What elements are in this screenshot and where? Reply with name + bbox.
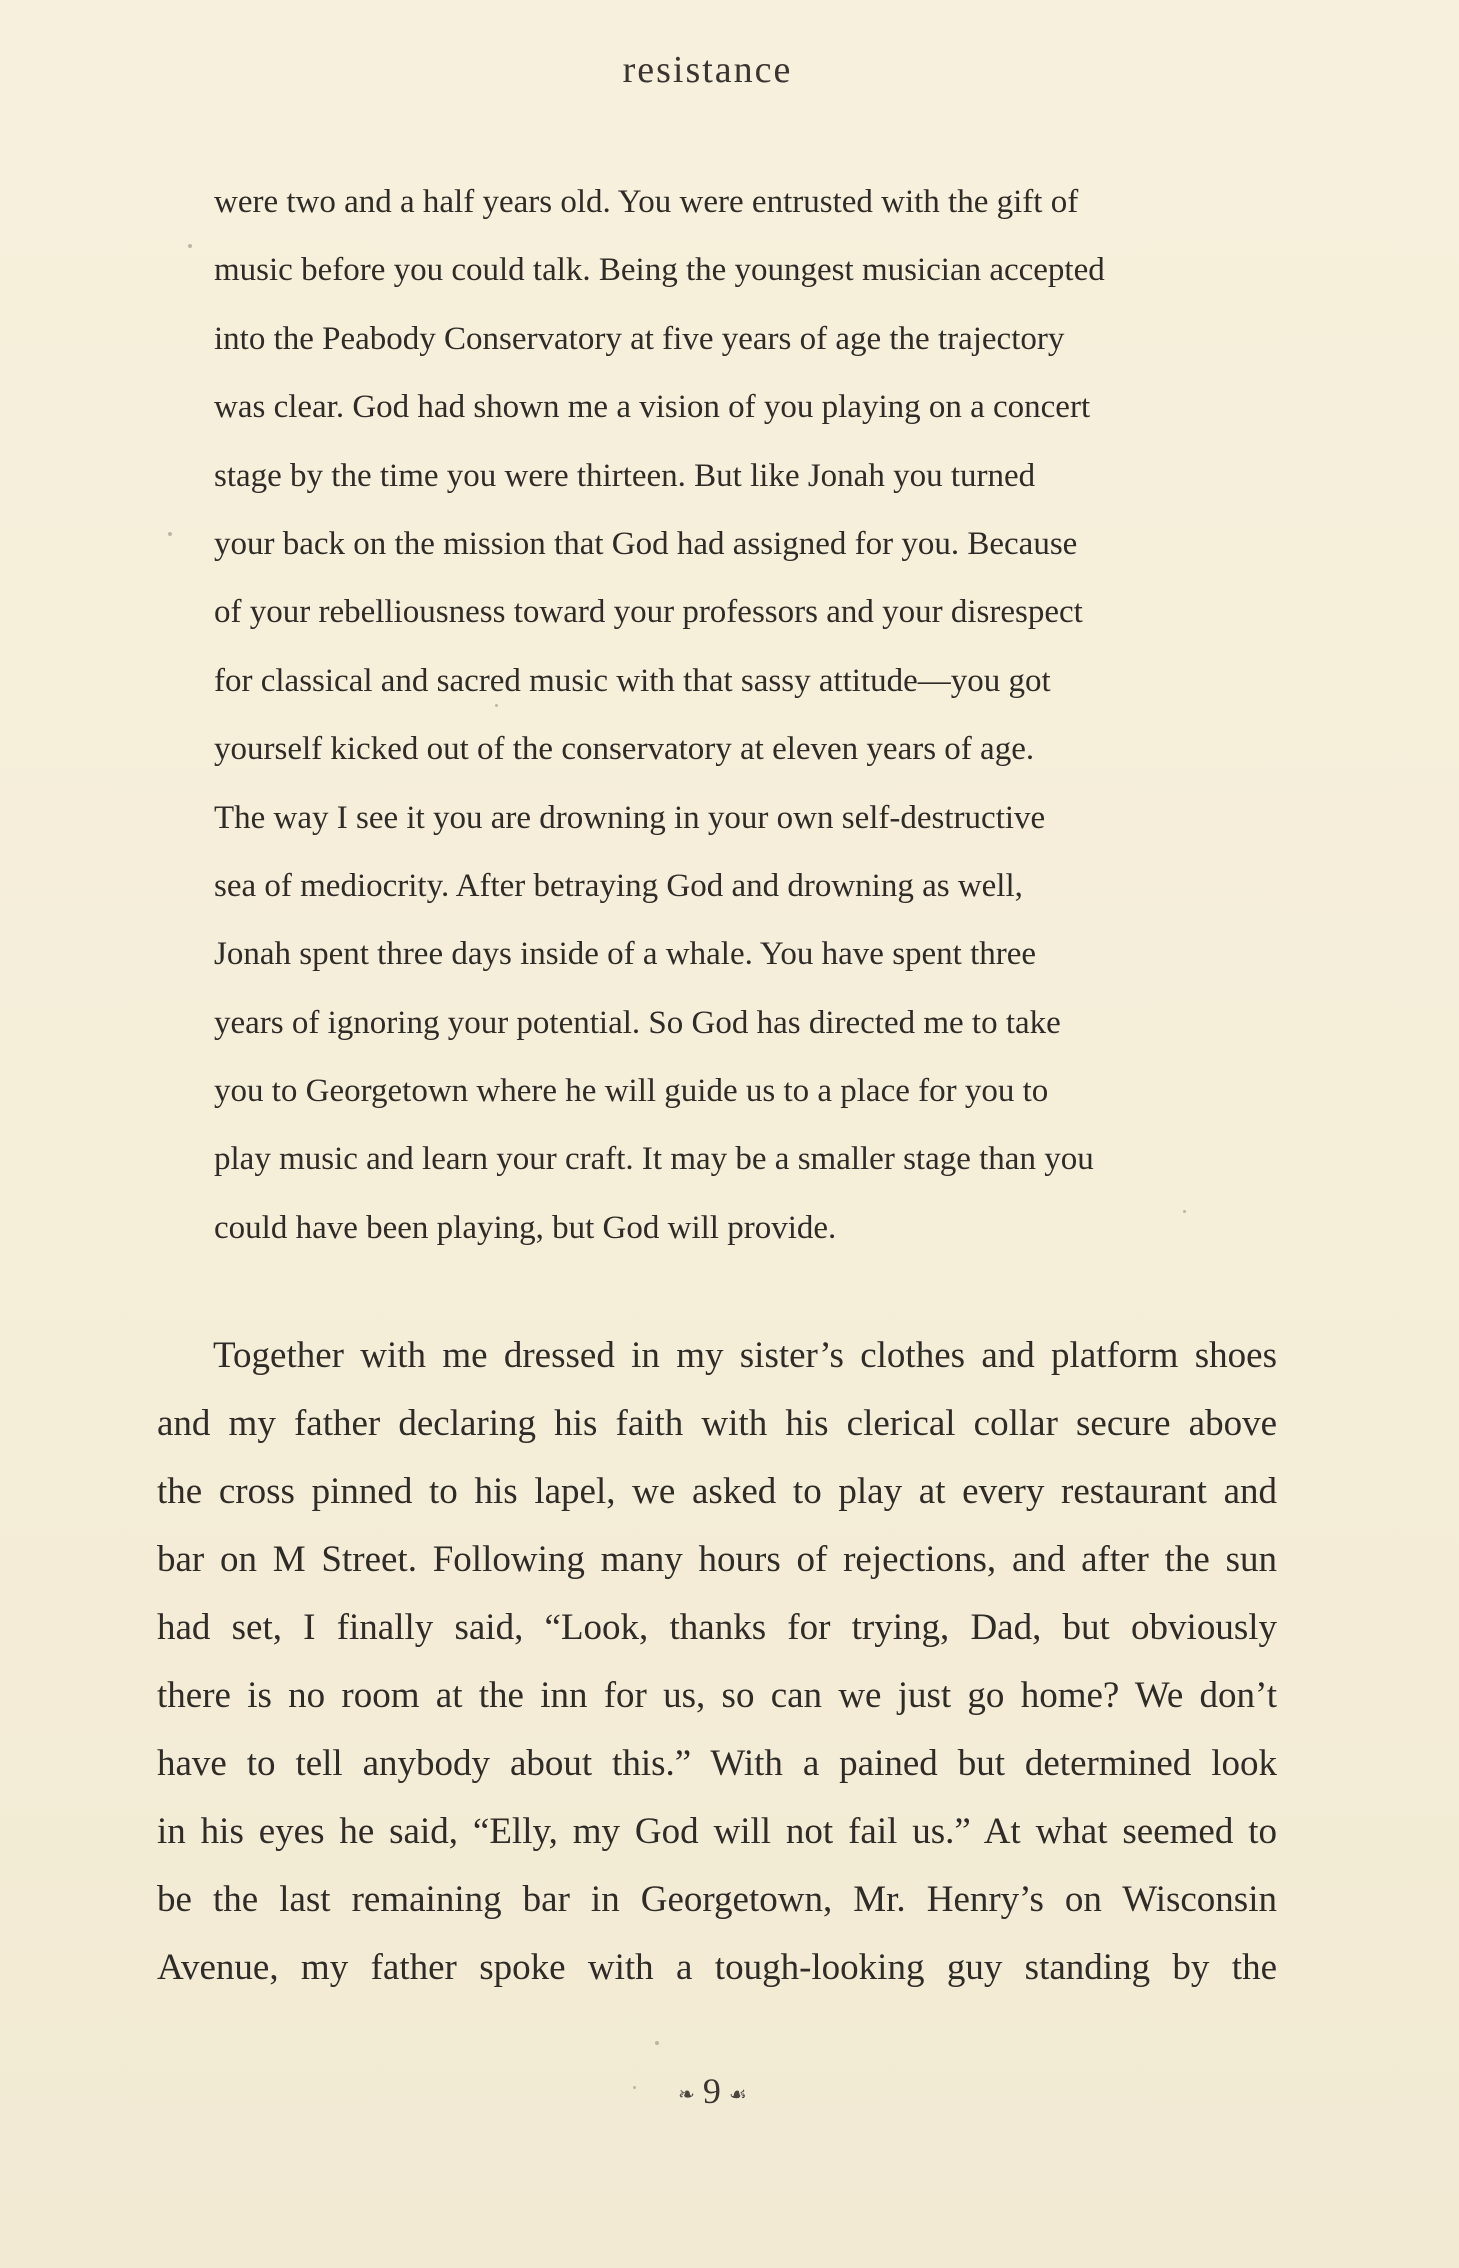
narrative-line: in his eyes he said, “Elly, my God will not fail us.” At what seemed to [157, 1811, 1277, 1852]
quote-line: play music and learn your craft. It may be a smaller stage than you [214, 1141, 1094, 1178]
quote-line: were two and a half years old. You were entrusted with the gift of [214, 184, 1079, 220]
left-ornament-icon: ❧ [678, 2084, 695, 2107]
quote-line: music before you could talk. Being the youngest musician accepted [214, 252, 1105, 289]
quote-line: could have been playing, but God will provide. [214, 1209, 837, 1246]
quoted-passage [214, 168, 1264, 1262]
quote-line: sea of mediocrity. After betraying God and drowning as well, [214, 867, 1023, 904]
narrative-line: be the last remaining bar in Georgetown, Mr. Henry’s on Wisconsin [157, 1879, 1277, 1920]
narrative-line: Avenue, my father spoke with a tough-looking guy standing by the [157, 1947, 1277, 1988]
page-number: 9 [702, 2071, 721, 2111]
paper-speck [188, 244, 192, 248]
quote-line: for classical and sacred music with that sassy attitude—you got [214, 662, 1051, 699]
paper-speck [633, 2086, 636, 2089]
quote-line: Jonah spent three days inside of a whale. You have spent three [214, 936, 1037, 973]
right-ornament-icon: ☙ [728, 2084, 747, 2107]
quote-line: The way I see it you are drowning in your own self-destructive [214, 799, 1046, 836]
narrative-line: Together with me dressed in my sister’s clothes and platform shoes [213, 1335, 1277, 1376]
page-number-folio [0, 2070, 1425, 2112]
narrative-line: the cross pinned to his lapel, we asked to play at every restaurant and [157, 1471, 1277, 1512]
quote-line: of your rebelliousness toward your professors and your disrespect [214, 594, 1083, 631]
narrative-line: bar on M Street. Following many hours of rejections, and after the sun [157, 1539, 1277, 1580]
quote-line: your back on the mission that God had assigned for you. Because [214, 525, 1078, 562]
narrative-line: have to tell anybody about this.” With a pained but determined look [157, 1743, 1277, 1784]
paper-speck [495, 704, 498, 707]
paper-speck [1183, 1210, 1186, 1213]
running-head: resistance [622, 49, 793, 91]
quote-line: yourself kicked out of the conservatory at eleven years of age. [214, 731, 1035, 768]
quote-line: was clear. God had shown me a vision of you playing on a concert [214, 389, 1091, 426]
quote-line: into the Peabody Conservatory at five years of age the trajectory [214, 320, 1065, 357]
narrative-paragraph [157, 1322, 1277, 2002]
quote-line: you to Georgetown where he will guide us to a place for you to [214, 1073, 1049, 1110]
paper-speck [655, 2041, 659, 2045]
paper-speck [168, 532, 172, 536]
quote-line: stage by the time you were thirteen. But like Jonah you turned [214, 457, 1036, 494]
quote-line: years of ignoring your potential. So God has directed me to take [214, 1004, 1061, 1041]
narrative-line: and my father declaring his faith with his clerical collar secure above [157, 1403, 1277, 1444]
narrative-line: had set, I finally said, “Look, thanks for trying, Dad, but obviously [157, 1607, 1277, 1648]
narrative-line: there is no room at the inn for us, so can we just go home? We don’t [157, 1675, 1277, 1716]
